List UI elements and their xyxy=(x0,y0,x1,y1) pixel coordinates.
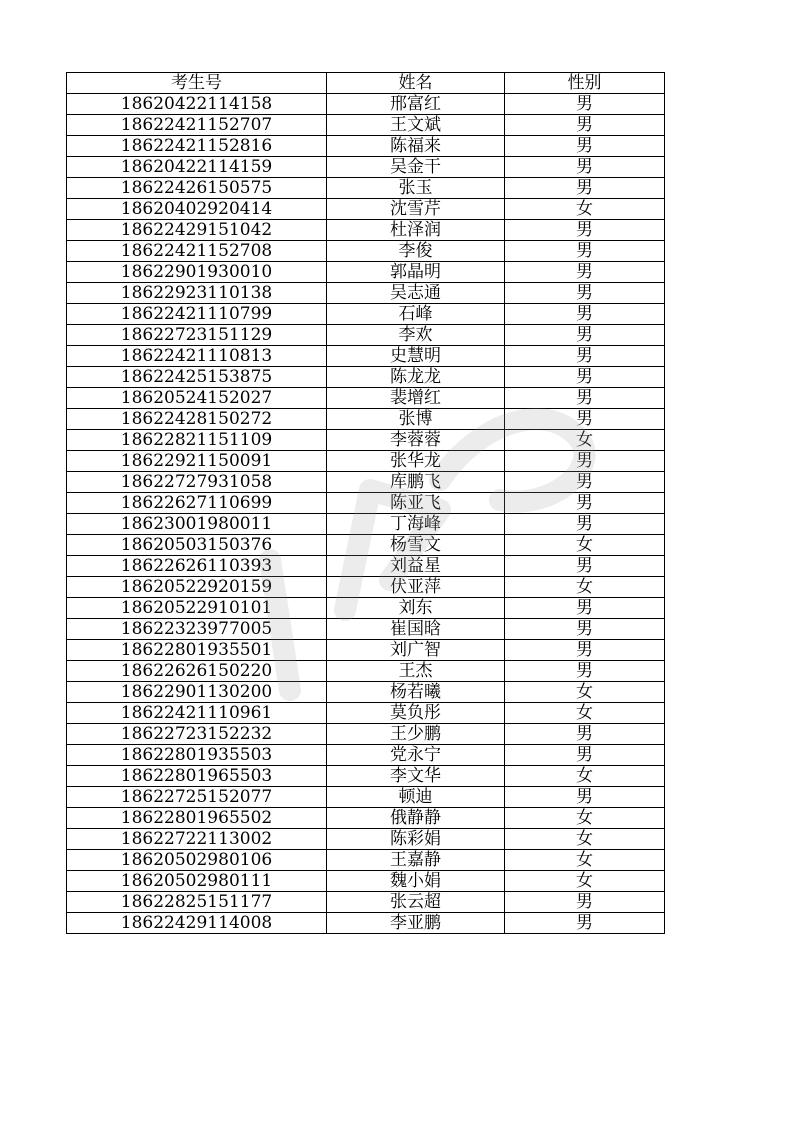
candidate-number-cell: 18622421110799 xyxy=(67,304,327,325)
name-cell: 刘广智 xyxy=(327,640,505,661)
gender-cell: 男 xyxy=(505,640,665,661)
candidate-number-cell: 18622901130200 xyxy=(67,682,327,703)
table-row xyxy=(67,388,665,409)
name-cell: 李亚鹏 xyxy=(327,913,505,934)
name-cell: 王文斌 xyxy=(327,115,505,136)
gender-cell: 女 xyxy=(505,430,665,451)
name-cell: 陈龙龙 xyxy=(327,367,505,388)
table-row xyxy=(67,514,665,535)
table-row xyxy=(67,178,665,199)
table-row xyxy=(67,493,665,514)
candidate-number-cell: 18620502980106 xyxy=(67,850,327,871)
name-cell: 吴志通 xyxy=(327,283,505,304)
name-cell: 伏亚萍 xyxy=(327,577,505,598)
name-cell: 李欢 xyxy=(327,325,505,346)
gender-cell: 女 xyxy=(505,682,665,703)
gender-cell: 男 xyxy=(505,283,665,304)
name-cell: 裴增红 xyxy=(327,388,505,409)
gender-cell: 女 xyxy=(505,703,665,724)
gender-cell: 男 xyxy=(505,367,665,388)
table-row xyxy=(67,136,665,157)
name-cell: 莫负彤 xyxy=(327,703,505,724)
name-cell: 张玉 xyxy=(327,178,505,199)
name-cell: 沈雪芹 xyxy=(327,199,505,220)
table-row xyxy=(67,766,665,787)
gender-cell: 男 xyxy=(505,892,665,913)
gender-cell: 男 xyxy=(505,241,665,262)
name-cell: 库鹏飞 xyxy=(327,472,505,493)
candidate-number-cell: 18620422114159 xyxy=(67,157,327,178)
name-cell: 俄静静 xyxy=(327,808,505,829)
gender-cell: 男 xyxy=(505,262,665,283)
candidate-number-cell: 18622626110393 xyxy=(67,556,327,577)
candidate-number-cell: 18622725152077 xyxy=(67,787,327,808)
gender-cell: 男 xyxy=(505,388,665,409)
name-cell: 石峰 xyxy=(327,304,505,325)
gender-cell: 女 xyxy=(505,577,665,598)
gender-cell: 男 xyxy=(505,472,665,493)
gender-cell: 男 xyxy=(505,556,665,577)
candidate-number-cell: 18620502980111 xyxy=(67,871,327,892)
candidate-number-cell: 18622421152707 xyxy=(67,115,327,136)
gender-cell: 男 xyxy=(505,94,665,115)
gender-cell: 男 xyxy=(505,514,665,535)
candidate-number-cell: 18622421152816 xyxy=(67,136,327,157)
name-cell: 崔国晗 xyxy=(327,619,505,640)
table-row xyxy=(67,451,665,472)
table-header xyxy=(67,73,665,94)
candidate-number-cell: 18623001980011 xyxy=(67,514,327,535)
table-row xyxy=(67,220,665,241)
gender-cell: 男 xyxy=(505,724,665,745)
name-cell: 陈亚飞 xyxy=(327,493,505,514)
name-cell: 史慧明 xyxy=(327,346,505,367)
gender-cell: 男 xyxy=(505,493,665,514)
name-cell: 丁海峰 xyxy=(327,514,505,535)
name-cell: 刘东 xyxy=(327,598,505,619)
table-row xyxy=(67,682,665,703)
candidate-number-cell: 18622723151129 xyxy=(67,325,327,346)
table-row xyxy=(67,703,665,724)
table-row xyxy=(67,157,665,178)
table-row xyxy=(67,241,665,262)
name-cell: 杨雪文 xyxy=(327,535,505,556)
candidate-number-cell: 18622901930010 xyxy=(67,262,327,283)
candidate-number-cell: 18622723152232 xyxy=(67,724,327,745)
gender-cell: 男 xyxy=(505,598,665,619)
table-row xyxy=(67,892,665,913)
candidate-number-cell: 18622801935501 xyxy=(67,640,327,661)
candidate-number-cell: 18622426150575 xyxy=(67,178,327,199)
candidate-number-cell: 18622722113002 xyxy=(67,829,327,850)
candidate-number-cell: 18622421152708 xyxy=(67,241,327,262)
gender-cell: 男 xyxy=(505,745,665,766)
candidate-table xyxy=(66,72,665,934)
header-gender: 性别 xyxy=(505,73,665,94)
candidate-number-cell: 18620402920414 xyxy=(67,199,327,220)
gender-cell: 女 xyxy=(505,829,665,850)
gender-cell: 女 xyxy=(505,871,665,892)
name-cell: 李俊 xyxy=(327,241,505,262)
gender-cell: 女 xyxy=(505,199,665,220)
candidate-number-cell: 18622801935503 xyxy=(67,745,327,766)
name-cell: 邢富红 xyxy=(327,94,505,115)
candidate-number-cell: 18620522910101 xyxy=(67,598,327,619)
gender-cell: 男 xyxy=(505,451,665,472)
gender-cell: 男 xyxy=(505,661,665,682)
header-candidate-number: 考生号 xyxy=(67,73,327,94)
gender-cell: 女 xyxy=(505,766,665,787)
header-name: 姓名 xyxy=(327,73,505,94)
gender-cell: 男 xyxy=(505,409,665,430)
table-row xyxy=(67,430,665,451)
table-row xyxy=(67,619,665,640)
table-row xyxy=(67,367,665,388)
table-row xyxy=(67,94,665,115)
name-cell: 王少鹏 xyxy=(327,724,505,745)
table-row xyxy=(67,199,665,220)
candidate-number-cell: 18622825151177 xyxy=(67,892,327,913)
candidate-number-cell: 18620422114158 xyxy=(67,94,327,115)
gender-cell: 男 xyxy=(505,787,665,808)
candidate-number-cell: 18622428150272 xyxy=(67,409,327,430)
table-row xyxy=(67,283,665,304)
name-cell: 魏小娟 xyxy=(327,871,505,892)
name-cell: 张云超 xyxy=(327,892,505,913)
table-row xyxy=(67,724,665,745)
table-row xyxy=(67,304,665,325)
gender-cell: 男 xyxy=(505,136,665,157)
candidate-number-cell: 18622801965503 xyxy=(67,766,327,787)
table-row xyxy=(67,535,665,556)
name-cell: 陈福来 xyxy=(327,136,505,157)
name-cell: 李文华 xyxy=(327,766,505,787)
name-cell: 杜泽润 xyxy=(327,220,505,241)
name-cell: 王杰 xyxy=(327,661,505,682)
name-cell: 李蓉蓉 xyxy=(327,430,505,451)
gender-cell: 男 xyxy=(505,346,665,367)
name-cell: 陈彩娟 xyxy=(327,829,505,850)
table-row xyxy=(67,871,665,892)
gender-cell: 男 xyxy=(505,157,665,178)
gender-cell: 男 xyxy=(505,325,665,346)
table-row xyxy=(67,262,665,283)
name-cell: 张华龙 xyxy=(327,451,505,472)
name-cell: 王嘉静 xyxy=(327,850,505,871)
candidate-number-cell: 18622921150091 xyxy=(67,451,327,472)
candidate-number-cell: 18622727931058 xyxy=(67,472,327,493)
candidate-number-cell: 18620503150376 xyxy=(67,535,327,556)
table-row xyxy=(67,115,665,136)
candidate-number-cell: 18622429114008 xyxy=(67,913,327,934)
candidate-number-cell: 18620522920159 xyxy=(67,577,327,598)
candidate-number-cell: 18622821151109 xyxy=(67,430,327,451)
table-row xyxy=(67,346,665,367)
name-cell: 顿迪 xyxy=(327,787,505,808)
table-row xyxy=(67,577,665,598)
candidate-number-cell: 18622923110138 xyxy=(67,283,327,304)
candidate-number-cell: 18622429151042 xyxy=(67,220,327,241)
table-row xyxy=(67,913,665,934)
candidate-number-cell: 18622323977005 xyxy=(67,619,327,640)
candidate-number-cell: 18622627110699 xyxy=(67,493,327,514)
name-cell: 杨若曦 xyxy=(327,682,505,703)
gender-cell: 男 xyxy=(505,220,665,241)
candidate-number-cell: 18622421110961 xyxy=(67,703,327,724)
table-body xyxy=(67,94,665,934)
table-row xyxy=(67,850,665,871)
candidate-number-cell: 18620524152027 xyxy=(67,388,327,409)
gender-cell: 女 xyxy=(505,535,665,556)
table-row xyxy=(67,556,665,577)
gender-cell: 女 xyxy=(505,808,665,829)
candidate-number-cell: 18622425153875 xyxy=(67,367,327,388)
table-row xyxy=(67,661,665,682)
name-cell: 郭晶明 xyxy=(327,262,505,283)
gender-cell: 男 xyxy=(505,619,665,640)
candidate-number-cell: 18622421110813 xyxy=(67,346,327,367)
gender-cell: 男 xyxy=(505,178,665,199)
gender-cell: 男 xyxy=(505,304,665,325)
table-row xyxy=(67,472,665,493)
name-cell: 刘益星 xyxy=(327,556,505,577)
name-cell: 党永宁 xyxy=(327,745,505,766)
gender-cell: 女 xyxy=(505,850,665,871)
header-row xyxy=(67,73,665,94)
table-row xyxy=(67,829,665,850)
gender-cell: 男 xyxy=(505,913,665,934)
table-row xyxy=(67,787,665,808)
table-row xyxy=(67,745,665,766)
table-row xyxy=(67,598,665,619)
table-row xyxy=(67,409,665,430)
table-row xyxy=(67,325,665,346)
candidate-number-cell: 18622801965502 xyxy=(67,808,327,829)
table-row xyxy=(67,808,665,829)
table-row xyxy=(67,640,665,661)
candidate-number-cell: 18622626150220 xyxy=(67,661,327,682)
name-cell: 张博 xyxy=(327,409,505,430)
gender-cell: 男 xyxy=(505,115,665,136)
name-cell: 吴金干 xyxy=(327,157,505,178)
